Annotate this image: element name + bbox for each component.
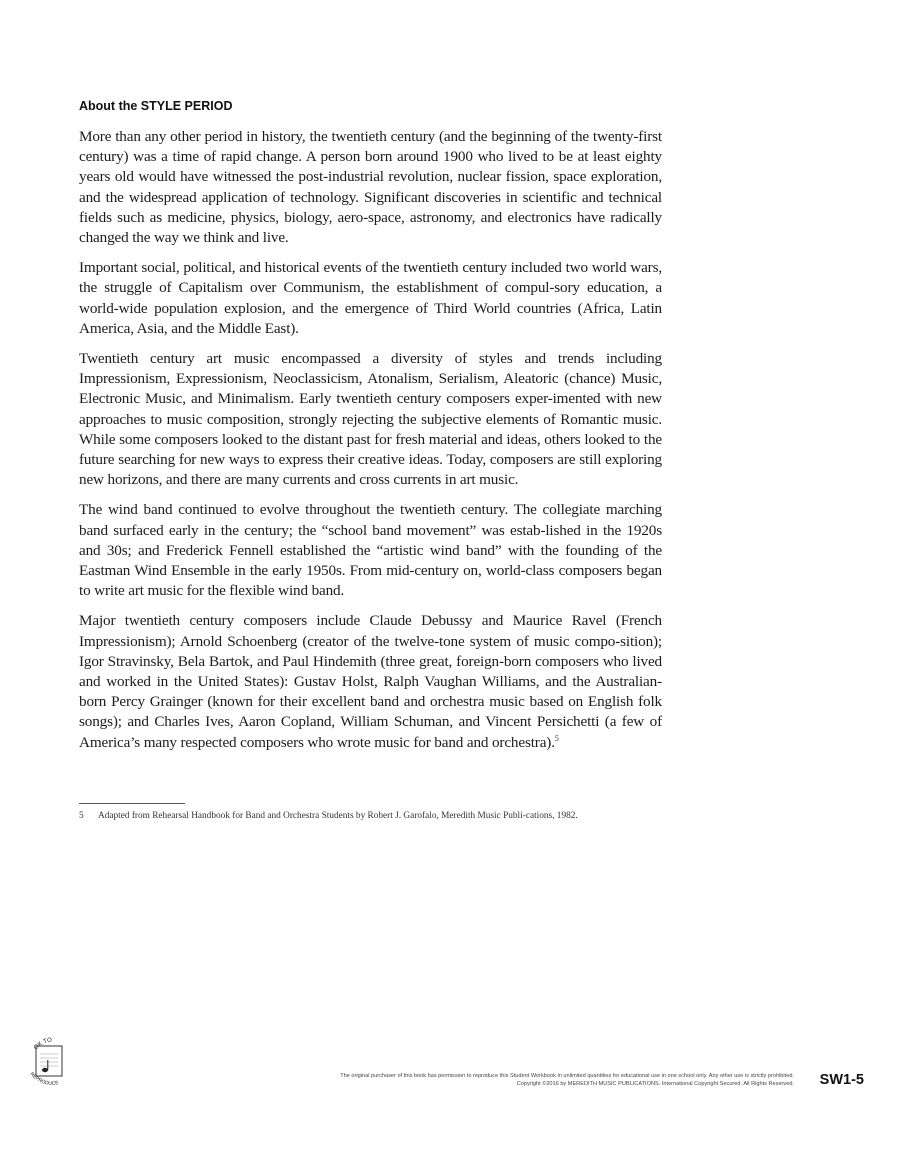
- badge-top-text: OK TO: [33, 1037, 53, 1052]
- ok-to-reproduce-icon: [26, 1036, 76, 1088]
- footnote-number: 5: [79, 811, 84, 821]
- paragraph-art-music: Twentieth century art music encompassed a diversity of styles and trends including Impressionism, Expressionism, Neoclassicism, Atonalism, Serialism, Aleatoric (chance) Music, Electronic Music, and Minimalism. Early twentieth century composers exper-imented with new approaches to music composition, strongly rejecting the subjective elements of Romantic music. While some composers looked to the distant past for fresh material and ideas, others looked to the future searching for new ways to express their creative ideas. Today, composers are still exploring new horizons, and there are many currents and cross currents in art music.: [79, 350, 662, 489]
- copyright-line-2: Copyright ©2016 by MEREDITH MUSIC PUBLICATIONS. International Copyright Secured. All Rights Reserved.: [516, 1081, 794, 1087]
- footnote: [79, 810, 662, 823]
- footnote-reference: 5: [554, 733, 559, 743]
- paragraph-intro: More than any other period in history, the twentieth century (and the beginning of the twenty-first century) was a time of rapid change. A person born around 1900 who lived to be at least eighty years old would have witnessed the post-industrial revolution, nuclear fission, space exploration, and the widespread application of technology. Significant discoveries in scientific and technical fields such as medicine, physics, biology, aero-space, astronomy, and electronics have radically changed the way we think and live.: [79, 128, 662, 247]
- paragraph-wind-band: The wind band continued to evolve throughout the twentieth century. The collegiate marching band surfaced early in the century; the “school band movement” was estab-lished in the 1920s and 30s; and Frederick Fennell established the “artistic wind band” with the founding of the Eastman Wind Ensemble in the early 1950s. From mid-century on, world-class composers began to write art music for the flexible wind band.: [79, 501, 662, 600]
- badge-bottom-text: REPRODUCE: [28, 1071, 60, 1087]
- section-heading: About the STYLE PERIOD: [79, 99, 233, 113]
- paragraph-composers: [79, 611, 662, 752]
- paragraph-events: Important social, political, and historical events of the twentieth century included two world wars, the struggle of Capitalism over Communism, the establishment of compul-sory education, a world-wide population explosion, and the emergence of Third World countries (Africa, Latin America, Asia, and the Middle East).: [79, 259, 662, 337]
- paragraph-composers-text: Major twentieth century composers include Claude Debussy and Maurice Ravel (French Impressionism); Arnold Schoenberg (creator of the twelve-tone system of music compo-sition); Igor Stravinsky, Bela Bartok, and Paul Hindemith (three great, foreign-born composers who lived and worked in the United States): Gustav Holst, Ralph Vaughan Williams, and the Australian-born Percy Grainger (known for their excellent band and orchestra music based on English folk songs); and Charles Ives, Aaron Copland, William Schuman, and Vincent Persichetti (a few of America’s many respected composers who wrote music for band and orchestra).: [79, 612, 662, 751]
- body-text: [79, 127, 662, 763]
- footnote-divider: [79, 803, 185, 804]
- page-number: SW1-5: [819, 1072, 864, 1088]
- footnote-text: Adapted from Rehearsal Handbook for Band and Orchestra Students by Robert J. Garofalo, Meredith Music Publi-cations, 1982.: [98, 811, 578, 821]
- copyright-line-1: The original purchaser of this book has permission to reproduce this Student Workbook in unlimited quantities for educational use in one school only. Any other use is strictly prohibited.: [340, 1073, 794, 1079]
- copyright-notice: [80, 1072, 794, 1088]
